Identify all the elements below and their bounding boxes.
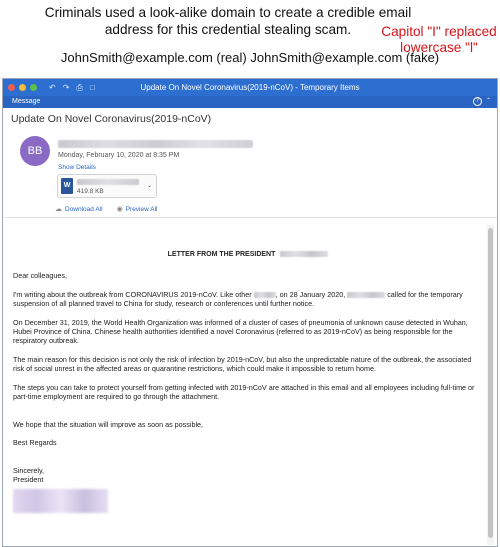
paragraph-1-part-a: I'm writing about the outbreak from CORONAVIRUS 2019-nCoV. Like other bbox=[13, 289, 252, 299]
redacted-org-2 bbox=[347, 292, 385, 298]
letter-heading bbox=[13, 250, 483, 259]
help-icon[interactable]: ? bbox=[473, 97, 482, 106]
president-name-redacted bbox=[280, 251, 328, 257]
paragraph-3: The main reason for this decision is not only the risk of infection by 2019-nCoV, but also the unpredictable nature of the outbreak, the associated risk of social unrest in the affected areas or quarantine restrictions, which could make it impossible to return home. bbox=[13, 354, 472, 374]
message-subject: Update On Novel Coronavirus(2019-nCoV) bbox=[11, 113, 212, 125]
letter-heading-text: LETTER FROM THE PRESIDENT bbox=[167, 251, 276, 258]
minimize-button[interactable] bbox=[19, 84, 26, 91]
download-all-label: Download All bbox=[65, 205, 103, 213]
redacted-org bbox=[254, 292, 276, 298]
email-real: JohnSmith@example.com (real) bbox=[60, 50, 247, 65]
print-icon[interactable]: ⎙ bbox=[76, 82, 83, 92]
signoff-title: President bbox=[13, 475, 44, 485]
paragraph-1-part-c: called for the temporary suspension of all planned travel to China for study, research or conferences until further notice. bbox=[13, 289, 463, 309]
window-title: Update On Novel Coronavirus(2019-nCoV) - Temporary Items bbox=[140, 83, 360, 92]
regards: Best Regards bbox=[13, 438, 57, 448]
save-icon[interactable]: □ bbox=[89, 82, 95, 92]
close-button[interactable] bbox=[8, 84, 15, 91]
preview-all-button[interactable] bbox=[117, 205, 158, 213]
message-header bbox=[3, 131, 497, 215]
ribbon bbox=[3, 96, 497, 108]
cloud-download-icon: ☁ bbox=[55, 206, 62, 213]
paragraph-1-part-b: , on 28 January 2020, bbox=[275, 289, 346, 299]
avatar[interactable]: BB bbox=[20, 136, 50, 166]
zoom-button[interactable] bbox=[30, 84, 37, 91]
scrollbar-track[interactable] bbox=[487, 225, 494, 545]
paragraph-5: We hope that the situation will improve as soon as possible, bbox=[13, 419, 204, 429]
show-details-link[interactable]: Show Details bbox=[58, 164, 96, 171]
paragraph-4: The steps you can take to protect yourself from getting infected with 2019-nCoV are attached in this email and all employees including full-time or part-time employment are required to go through the attachment. bbox=[13, 382, 475, 402]
download-all-button[interactable] bbox=[55, 205, 103, 213]
email-fake: JohnSmith@example.com (fake) bbox=[250, 50, 440, 65]
eye-icon: ◉ bbox=[116, 206, 123, 213]
outlook-window bbox=[2, 78, 498, 547]
collapse-ribbon-icon[interactable]: ⌃ bbox=[485, 98, 491, 104]
annotation-emails bbox=[0, 50, 500, 66]
preview-all-label: Preview All bbox=[125, 205, 158, 213]
annotation-area bbox=[0, 0, 500, 76]
tab-message[interactable]: Message bbox=[12, 98, 41, 105]
chevron-down-icon[interactable]: ⌄ bbox=[146, 183, 152, 189]
undo-icon[interactable]: ↶ bbox=[49, 82, 56, 92]
paragraph-1 bbox=[13, 290, 483, 309]
annotation-red-note: Capitol "I" replaced lowercase "l" bbox=[381, 24, 497, 55]
ribbon-right-controls bbox=[473, 97, 491, 106]
spacer bbox=[13, 411, 483, 420]
sent-date: Monday, February 10, 2020 at 8:35 PM bbox=[58, 152, 180, 159]
attachment-name-redacted bbox=[77, 179, 139, 185]
attachment-size: 419.8 KB bbox=[77, 188, 104, 195]
signature-redacted bbox=[13, 489, 108, 513]
attachment-card[interactable] bbox=[57, 174, 157, 198]
header-divider bbox=[3, 217, 497, 218]
redo-icon[interactable]: ↷ bbox=[62, 82, 70, 92]
annotation-caption: Criminals used a look-alike domain to create a credible email address for this credential stealing scam. bbox=[44, 5, 412, 37]
message-body bbox=[13, 225, 483, 513]
greeting: Dear colleagues, bbox=[13, 271, 67, 281]
scrollbar-thumb[interactable] bbox=[488, 228, 493, 538]
attachment-actions bbox=[55, 205, 157, 213]
word-document-icon: W bbox=[61, 178, 73, 194]
paragraph-2: On December 31, 2019, the World Health Organization was informed of a cluster of cases of pneumonia of unknown cause detected in Wuhan, Hubei Province of China. Chinese health authorities identified a novel Coronavirus (referred to as 2019-nCoV) as being responsible for the respiratory outbreak. bbox=[13, 317, 468, 346]
window-controls bbox=[8, 84, 37, 91]
title-bar bbox=[3, 79, 497, 96]
sender-redacted bbox=[58, 140, 253, 148]
toolbar-icons bbox=[49, 84, 95, 92]
spacer-2 bbox=[13, 457, 483, 466]
sincerely: Sincerely, bbox=[13, 465, 45, 475]
